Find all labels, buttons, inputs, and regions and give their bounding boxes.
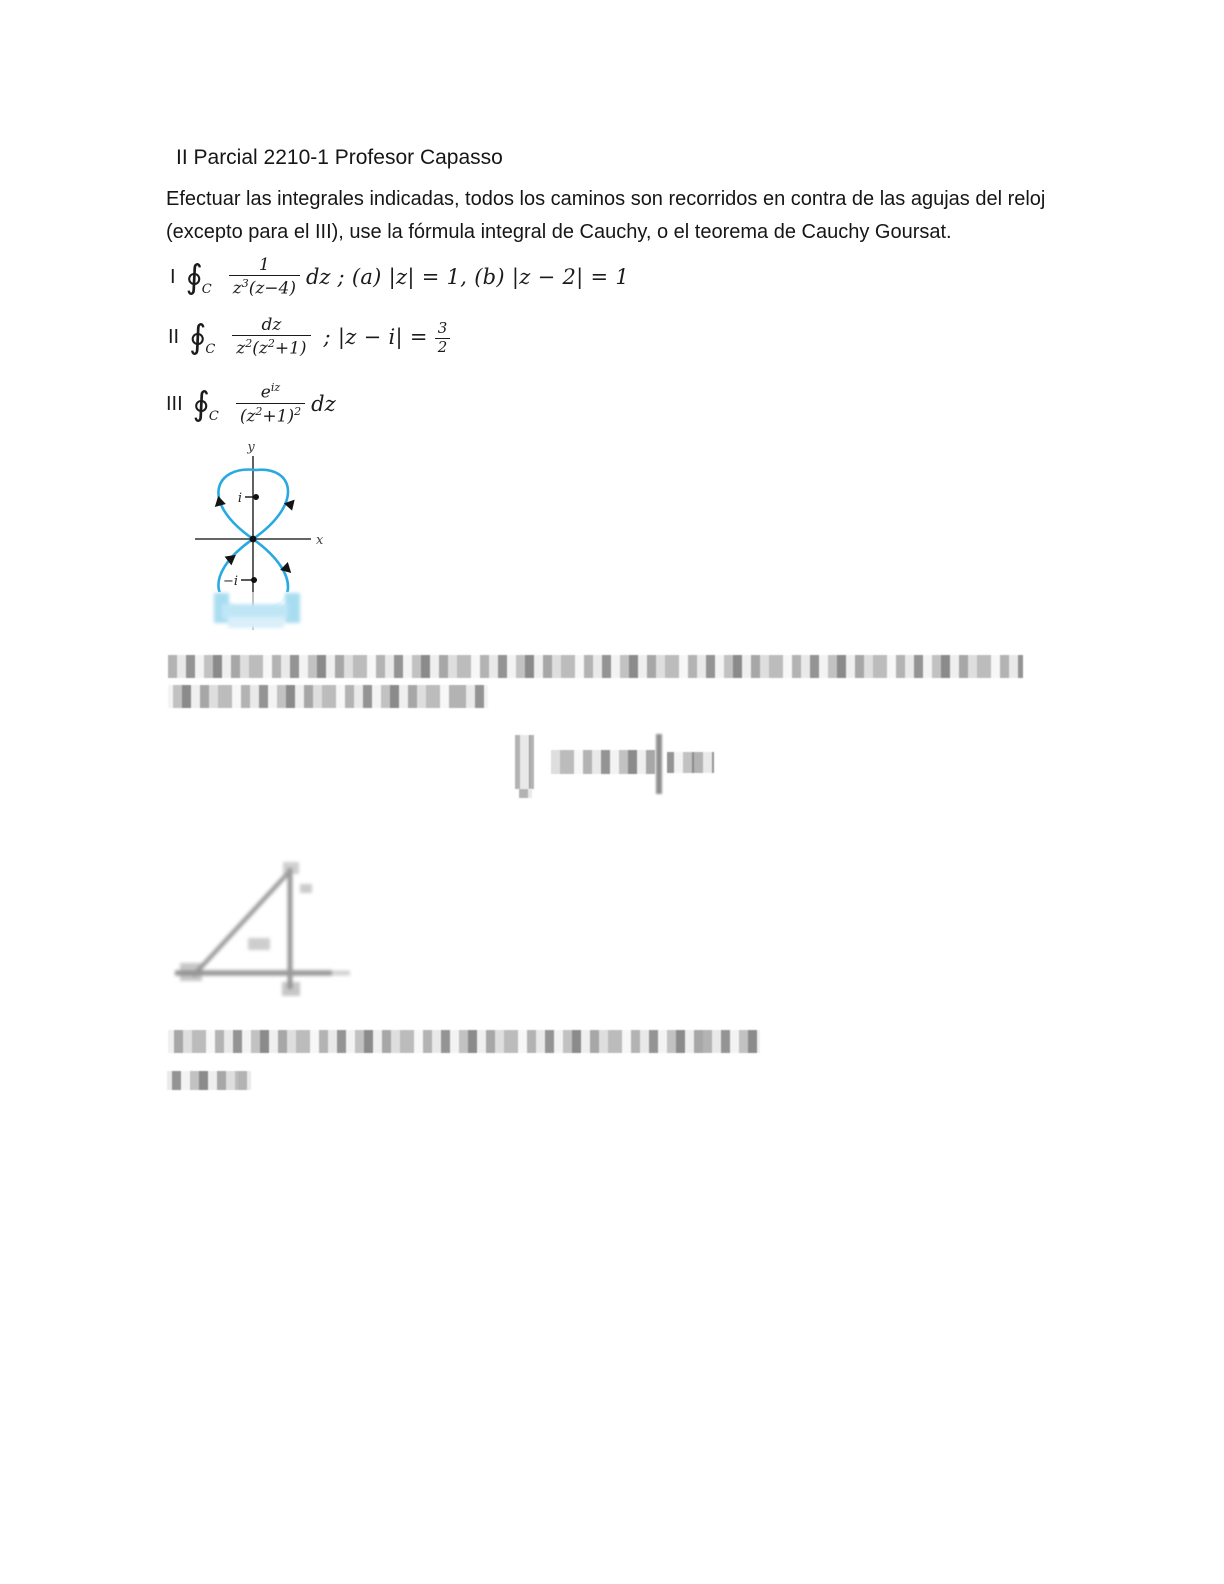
redacted-equation-subscript-block [519, 789, 532, 798]
num-exp-iz: iz [270, 381, 281, 394]
arrow-lower-right [280, 562, 295, 577]
condition-fraction-3-2 [435, 320, 451, 356]
differential-dz: dz [311, 392, 336, 417]
fraction-1 [229, 255, 300, 299]
problem-2-condition: ; |z − i| = [323, 325, 428, 350]
fraction-2-denominator [232, 335, 310, 359]
redacted-triangle-diagram [160, 848, 370, 998]
redacted-equation-bound-block [667, 752, 714, 773]
redacted-word [167, 1071, 251, 1090]
redacted-text-line [168, 685, 488, 708]
figure-eight-contour-diagram [178, 436, 398, 636]
fraction-1-denominator [229, 275, 300, 299]
intro-paragraph-line-1: Efectuar las integrales indicadas, todos los caminos son recorridos en contra de las agujas del reloj [166, 188, 1046, 210]
cond-frac-num: 3 [437, 319, 448, 338]
integral-problem-2 [168, 315, 450, 359]
intro-paragraph-line-2: (excepto para el III), use la fórmula integral de Cauchy, o el teorema de Cauchy Goursat. [166, 221, 952, 243]
integral-problem-1 [170, 255, 629, 299]
den-exp-2: 2 [267, 337, 275, 351]
den-factor-end: +1) [274, 339, 307, 360]
redacted-text-line [168, 655, 1023, 678]
triangle-hypotenuse [193, 872, 289, 976]
fraction-3-numerator [257, 381, 284, 403]
den-factor: (z [252, 339, 268, 360]
contour-integral-symbol: ∮ [192, 383, 210, 423]
pixel-blob [180, 963, 202, 981]
fraction-2 [232, 315, 310, 359]
contour-integral-symbol: ∮ [185, 256, 203, 296]
fraction-2-numerator: dz [261, 315, 282, 335]
problem-1-label: I [170, 265, 176, 288]
problem-1-condition: ; (a) |z| = 1, (b) |z − 2| = 1 [337, 265, 630, 290]
den-exp: 2 [255, 405, 263, 419]
pixel-blob-angle-label [248, 938, 270, 950]
fraction-3 [236, 381, 305, 427]
den-open: (z [239, 406, 256, 427]
x-axis-label: x [316, 533, 324, 548]
pixel-block [222, 604, 288, 619]
den-close: +1) [262, 406, 295, 427]
differential-dz: dz [305, 265, 331, 290]
contour-subscript: C [201, 281, 212, 297]
pixel-blob [282, 982, 300, 996]
fraction-1-numerator: 1 [258, 255, 270, 275]
den-factor: (z−4) [248, 279, 296, 300]
den-exp: 3 [241, 277, 249, 291]
i-point [253, 494, 259, 500]
den-z: z [236, 339, 246, 360]
problem-2-label: II [168, 325, 180, 348]
integral-problem-3 [166, 381, 336, 427]
pixel-block [228, 617, 284, 628]
neg-i-point [251, 577, 257, 583]
redacted-equation-integral-block [515, 735, 534, 789]
cond-frac-den: 2 [435, 338, 451, 356]
redacted-equation-body-block [551, 750, 655, 774]
pixel-blob [283, 862, 299, 874]
redacted-text-line [168, 1030, 760, 1053]
redacted-equation-bar [656, 734, 662, 794]
den-outer-exp: 2 [294, 405, 302, 419]
page-title: II Parcial 2210-1 Profesor Capasso [176, 146, 503, 169]
contour-subscript: C [205, 341, 216, 357]
contour-subscript: C [208, 408, 219, 424]
den-z: z [232, 279, 242, 300]
den-exp: 2 [245, 337, 253, 351]
pixel-blob [300, 884, 312, 893]
contour-integral-symbol: ∮ [189, 316, 207, 356]
num-e: e [260, 382, 271, 403]
y-axis-label: y [247, 440, 255, 455]
origin-point [250, 536, 257, 543]
fraction-3-denominator [236, 403, 305, 427]
problem-3-label: III [166, 392, 183, 415]
i-point-label: i [237, 491, 242, 506]
neg-i-point-label: −i [222, 574, 238, 589]
